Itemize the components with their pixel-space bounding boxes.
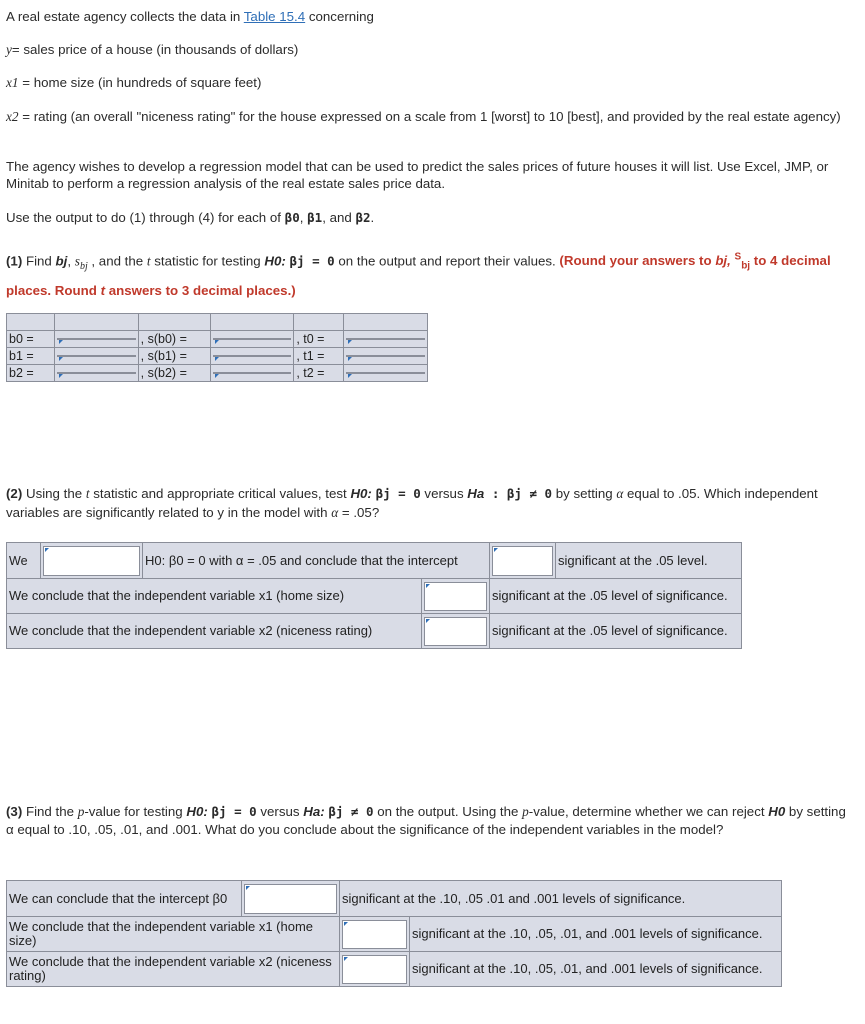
q3-x1-label: We conclude that the independent variable x1 (home size) [7,917,340,952]
q2-reject-select[interactable] [43,546,140,576]
q3-x2-select[interactable] [342,955,407,984]
q3-x1-conclusion: significant at the .10, .05, .01, and .001 levels of significance. [410,917,782,952]
q3-x2-conclusion: significant at the .10, .05, .01, and .001 levels of significance. [410,952,782,987]
q2-x1-select[interactable] [424,582,487,611]
q2-answer-table [6,542,742,649]
q2-x1-label: We conclude that the independent variable x1 (home size) [7,579,422,614]
sb0-label: , s(b0) = [138,331,210,348]
b0-label: b0 = [7,331,55,348]
table-15-4-link[interactable]: Table 15.4 [243,9,306,24]
t2-input[interactable] [346,372,425,374]
q2-x2-select[interactable] [424,617,487,646]
q2-prompt: (2) Using the t statistic and appropriate critical values, test H0: βj = 0 versus Ha : βj ≠ 0 by setting α equal to .05. Which independent variables are significantly related to y in the model with α = .05? [6,486,818,520]
q3-x1-select[interactable] [342,920,407,949]
sb2-input[interactable] [213,372,292,374]
rounding-instruction: (Round your answers to bj, $^S_{bj}$ to 4 decimal places. Round t answers to 3 decimal places.) [6,252,831,299]
q2-x2-label: We conclude that the independent variable x2 (niceness rating) [7,614,422,649]
t1-input[interactable] [346,355,425,357]
q2-intercept-select[interactable] [492,546,553,576]
intro-line1: A real estate agency collects the data in Table 15.4 concerning [6,9,374,24]
q2-intercept-conclusion: significant at the .05 level. [556,543,742,579]
q1-row-b1 [7,348,428,365]
q2-intercept-text: H0: β0 = 0 with α = .05 and conclude that the intercept [143,543,490,579]
q2-x1-conclusion: significant at the .05 level of significance. [490,579,742,614]
x2-definition: x2 = rating (an overall "niceness rating" for the house expressed on a scale from 1 [worst] to 10 [best], and provided by the real estate agency) [6,109,841,124]
q3-intercept-label: We can conclude that the intercept β0 [7,881,242,917]
q2-x2-conclusion: significant at the .05 level of significance. [490,614,742,649]
t0-input[interactable] [346,338,425,340]
b1-label: b1 = [7,348,55,365]
t0-label: , t0 = [294,331,344,348]
use-output-line: Use the output to do (1) through (4) for each of β0, β1, and β2. [6,210,375,225]
q3-row-x2 [7,952,782,987]
sb1-input[interactable] [213,355,292,357]
q3-row-intercept [7,881,782,917]
q1-answer-table [6,313,428,382]
sb2-label: , s(b2) = [138,365,210,382]
q3-intercept-select[interactable] [244,884,337,914]
sb1-label: , s(b1) = [138,348,210,365]
b1-input[interactable] [57,355,136,357]
agency-paragraph: The agency wishes to develop a regression model that can be used to predict the sales prices of future houses it will list. Use Excel, JMP, or Minitab to perform a regression analysis of the real estate sales price data. [6,159,829,191]
q1-row-b0 [7,331,428,348]
b2-input[interactable] [57,372,136,374]
q3-intercept-conclusion: significant at the .10, .05 .01 and .001 levels of significance. [340,881,782,917]
q3-answer-table [6,880,782,987]
b0-input[interactable] [57,338,136,340]
q2-row-intercept [7,543,742,579]
sb0-input[interactable] [213,338,292,340]
q2-we-label: We [7,543,41,579]
t1-label: , t1 = [294,348,344,365]
q1-row-b2 [7,365,428,382]
q3-prompt: (3) Find the p-value for testing H0: βj = 0 versus Ha: βj ≠ 0 on the output. Using the p-value, determine whether we can reject H0 by setting α equal to .10, .05, .01, and .001. What do you conclude about the significance of the independent variables in the model? [6,804,846,837]
x1-definition: x1 = home size (in hundreds of square feet) [6,75,262,90]
q2-row-x2 [7,614,742,649]
q1-prompt: (1) Find bj, $s_{bj}$ , and the t statistic for testing H0: βj = 0 on the output and report their values. (Round your answers to bj, $^S_{bj}$ to 4 decimal places. Round t answers to 3 decimal places.) [6,252,831,299]
t2-label: , t2 = [294,365,344,382]
y-definition: y= sales price of a house (in thousands of dollars) [6,42,299,57]
q2-row-x1 [7,579,742,614]
q3-x2-label: We conclude that the independent variable x2 (niceness rating) [7,952,340,987]
q3-row-x1 [7,917,782,952]
b2-label: b2 = [7,365,55,382]
